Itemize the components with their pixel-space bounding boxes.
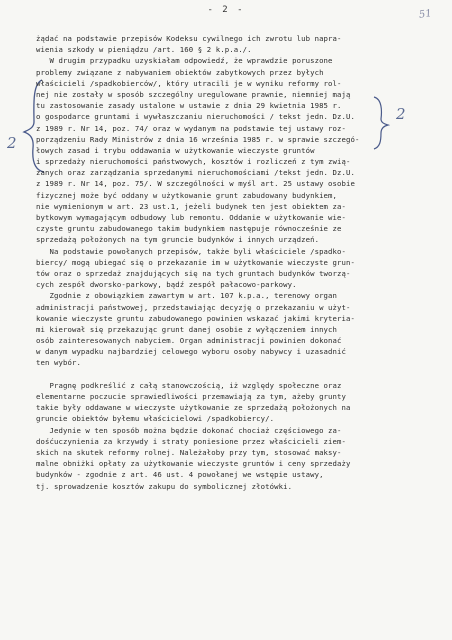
text-line: sprzedażą położonych na tym gruncie budynków i innych urządzeń. (36, 235, 320, 245)
text-line: fizycznej może być oddany w użytkowanie grunt zabudowany budynkiem, (36, 190, 338, 200)
text-line: nie wymienionym w art. 23 ust.1, jeżeli budynek ten jest obiektem za- (36, 201, 347, 211)
text-line: Na podstawie powołanych przepisów, także byli właściciele /spadko- (36, 246, 347, 256)
text-line: tu zastosowanie zasady ustalone w ustawie z dnia 29 kwietnia 1985 r. (36, 101, 342, 111)
text-line: żądać na podstawie przepisów Kodeksu cywilnego ich zwrotu lub napra- (36, 34, 342, 43)
text-line: kowanie wieczyste gruntu zabudowanego powinien wskazać jakimi kryteria- (36, 313, 356, 323)
text-line: W drugim przypadku uzyskiałam odpowiedź, że wprawdzie poruszone (36, 56, 333, 66)
text-line: budynków - zgodnie z art. 46 ust. 4 powołanej we wstępie ustawy, (36, 470, 324, 480)
text-line: wienia szkody w pieniądzu /art. 160 § 2 k.p.a./. (36, 45, 252, 55)
text-line: mi kierował się przekazując grunt danej osobie z wyłączeniem innych (36, 324, 338, 334)
text-line: skich na skutek reformy rolnej. Należałoby przy tym, stosować maksy- (36, 447, 342, 457)
text-line: malne obniżki opłaty za użytkowanie wieczyste gruntów i ceny sprzedaży (36, 459, 351, 469)
text-line: z 1989 r. Nr 14, poz. 74/ oraz w wydanym na podstawie tej ustawy roz- (36, 123, 347, 133)
handwritten-margin-mark-right: 2 (396, 105, 406, 123)
text-line: łowych zasad i trybu oddawania w użytkowanie wieczyste gruntów (36, 145, 315, 155)
text-line: Pragnę podkreślić z całą stanowczością, iż względy społeczne oraz (36, 380, 342, 390)
text-line: właścicieli /spadkobierców/, który utracili je w wyniku reformy rol- (36, 78, 342, 88)
handwritten-page-number: 51 (418, 8, 433, 21)
text-line: z 1989 r. Nr 14, poz. 75/. W szczególności w myśl art. 25 ustawy osobie (36, 179, 356, 189)
text-line: Jedynie w ten sposób można będzie dokonać chociaż częściowego za- (36, 425, 342, 435)
text-line: nej nie zostały w sposób szczególny uregulowane prawnie, niemniej mają (36, 89, 351, 99)
text-line: zanych oraz zarządzania sprzedanymi nieruchomościami /tekst jedn. Dz.U. (36, 168, 356, 178)
text-line: biercy/ mogą ubiegać się o przekazanie im w użytkowanie wieczyste grun- (36, 257, 356, 267)
text-line: i sprzedaży nieruchomości państwowych, kosztów i rozliczeń z tym zwią- (36, 157, 351, 167)
text-line: tj. sprowadzenie kosztów zakupu do symbolicznej złotówki. (36, 481, 293, 491)
text-line: bytkowym wymagającym odbudowy lub remontu. Oddanie w użytkowanie wie- (36, 213, 347, 222)
text-line: gruncie obiektów byłemu właścicielowi /spadkobiercy/. (36, 414, 275, 424)
text-line (36, 369, 434, 380)
text-line: tów oraz o sprzedaż znajdujących się na tych gruntach budynków tworzą- (36, 268, 351, 278)
text-line: takie były oddawane w wieczyste użytkowanie ze sprzedażą położonych na (36, 403, 351, 413)
text-line: dośćuczynienia za krzywdy i straty poniesione przez właścicieli ziem- (36, 436, 347, 446)
text-line: osób zainteresowanych nabyciem. Organ administracji powinien dokonać (36, 336, 342, 346)
page-number: - 2 - (207, 5, 245, 15)
text-line: cych zespół dworsko-parkowy, bądź zespół pałacowo-parkowy. (36, 280, 297, 290)
text-line: porządzeniu Rady Ministrów z dnia 16 września 1985 r. w sprawie szczegó- (36, 134, 360, 144)
text-line: o gospodarce gruntami i wywłaszczaniu nieruchomości / tekst jedn. Dz.U. (36, 112, 356, 122)
text-line: Zgodnie z obowiązkiem zawartym w art. 107 k.p.a., terenowy organ (36, 291, 338, 301)
handwritten-margin-mark-left: 2 (7, 134, 17, 152)
text-line: ten wybór. (36, 358, 81, 368)
document-body (36, 33, 434, 492)
text-line: administracji państwowej, przedstawiając decyzję o przekazaniu w użyt- (36, 302, 351, 312)
text-line: elementarne poczucie sprawiedliwości przemawiają za tym, ażeby grunty (36, 392, 347, 401)
text-line: w danym wypadku najbardziej celowego wyboru osoby nabywcy i uzasadnić (36, 347, 347, 357)
text-line: problemy związane z nabywaniem obiektów zabytkowych przez byłych (36, 67, 324, 77)
text-line: czyste gruntu zabudowanego takim budynkiem następuje równocześnie ze (36, 224, 342, 234)
